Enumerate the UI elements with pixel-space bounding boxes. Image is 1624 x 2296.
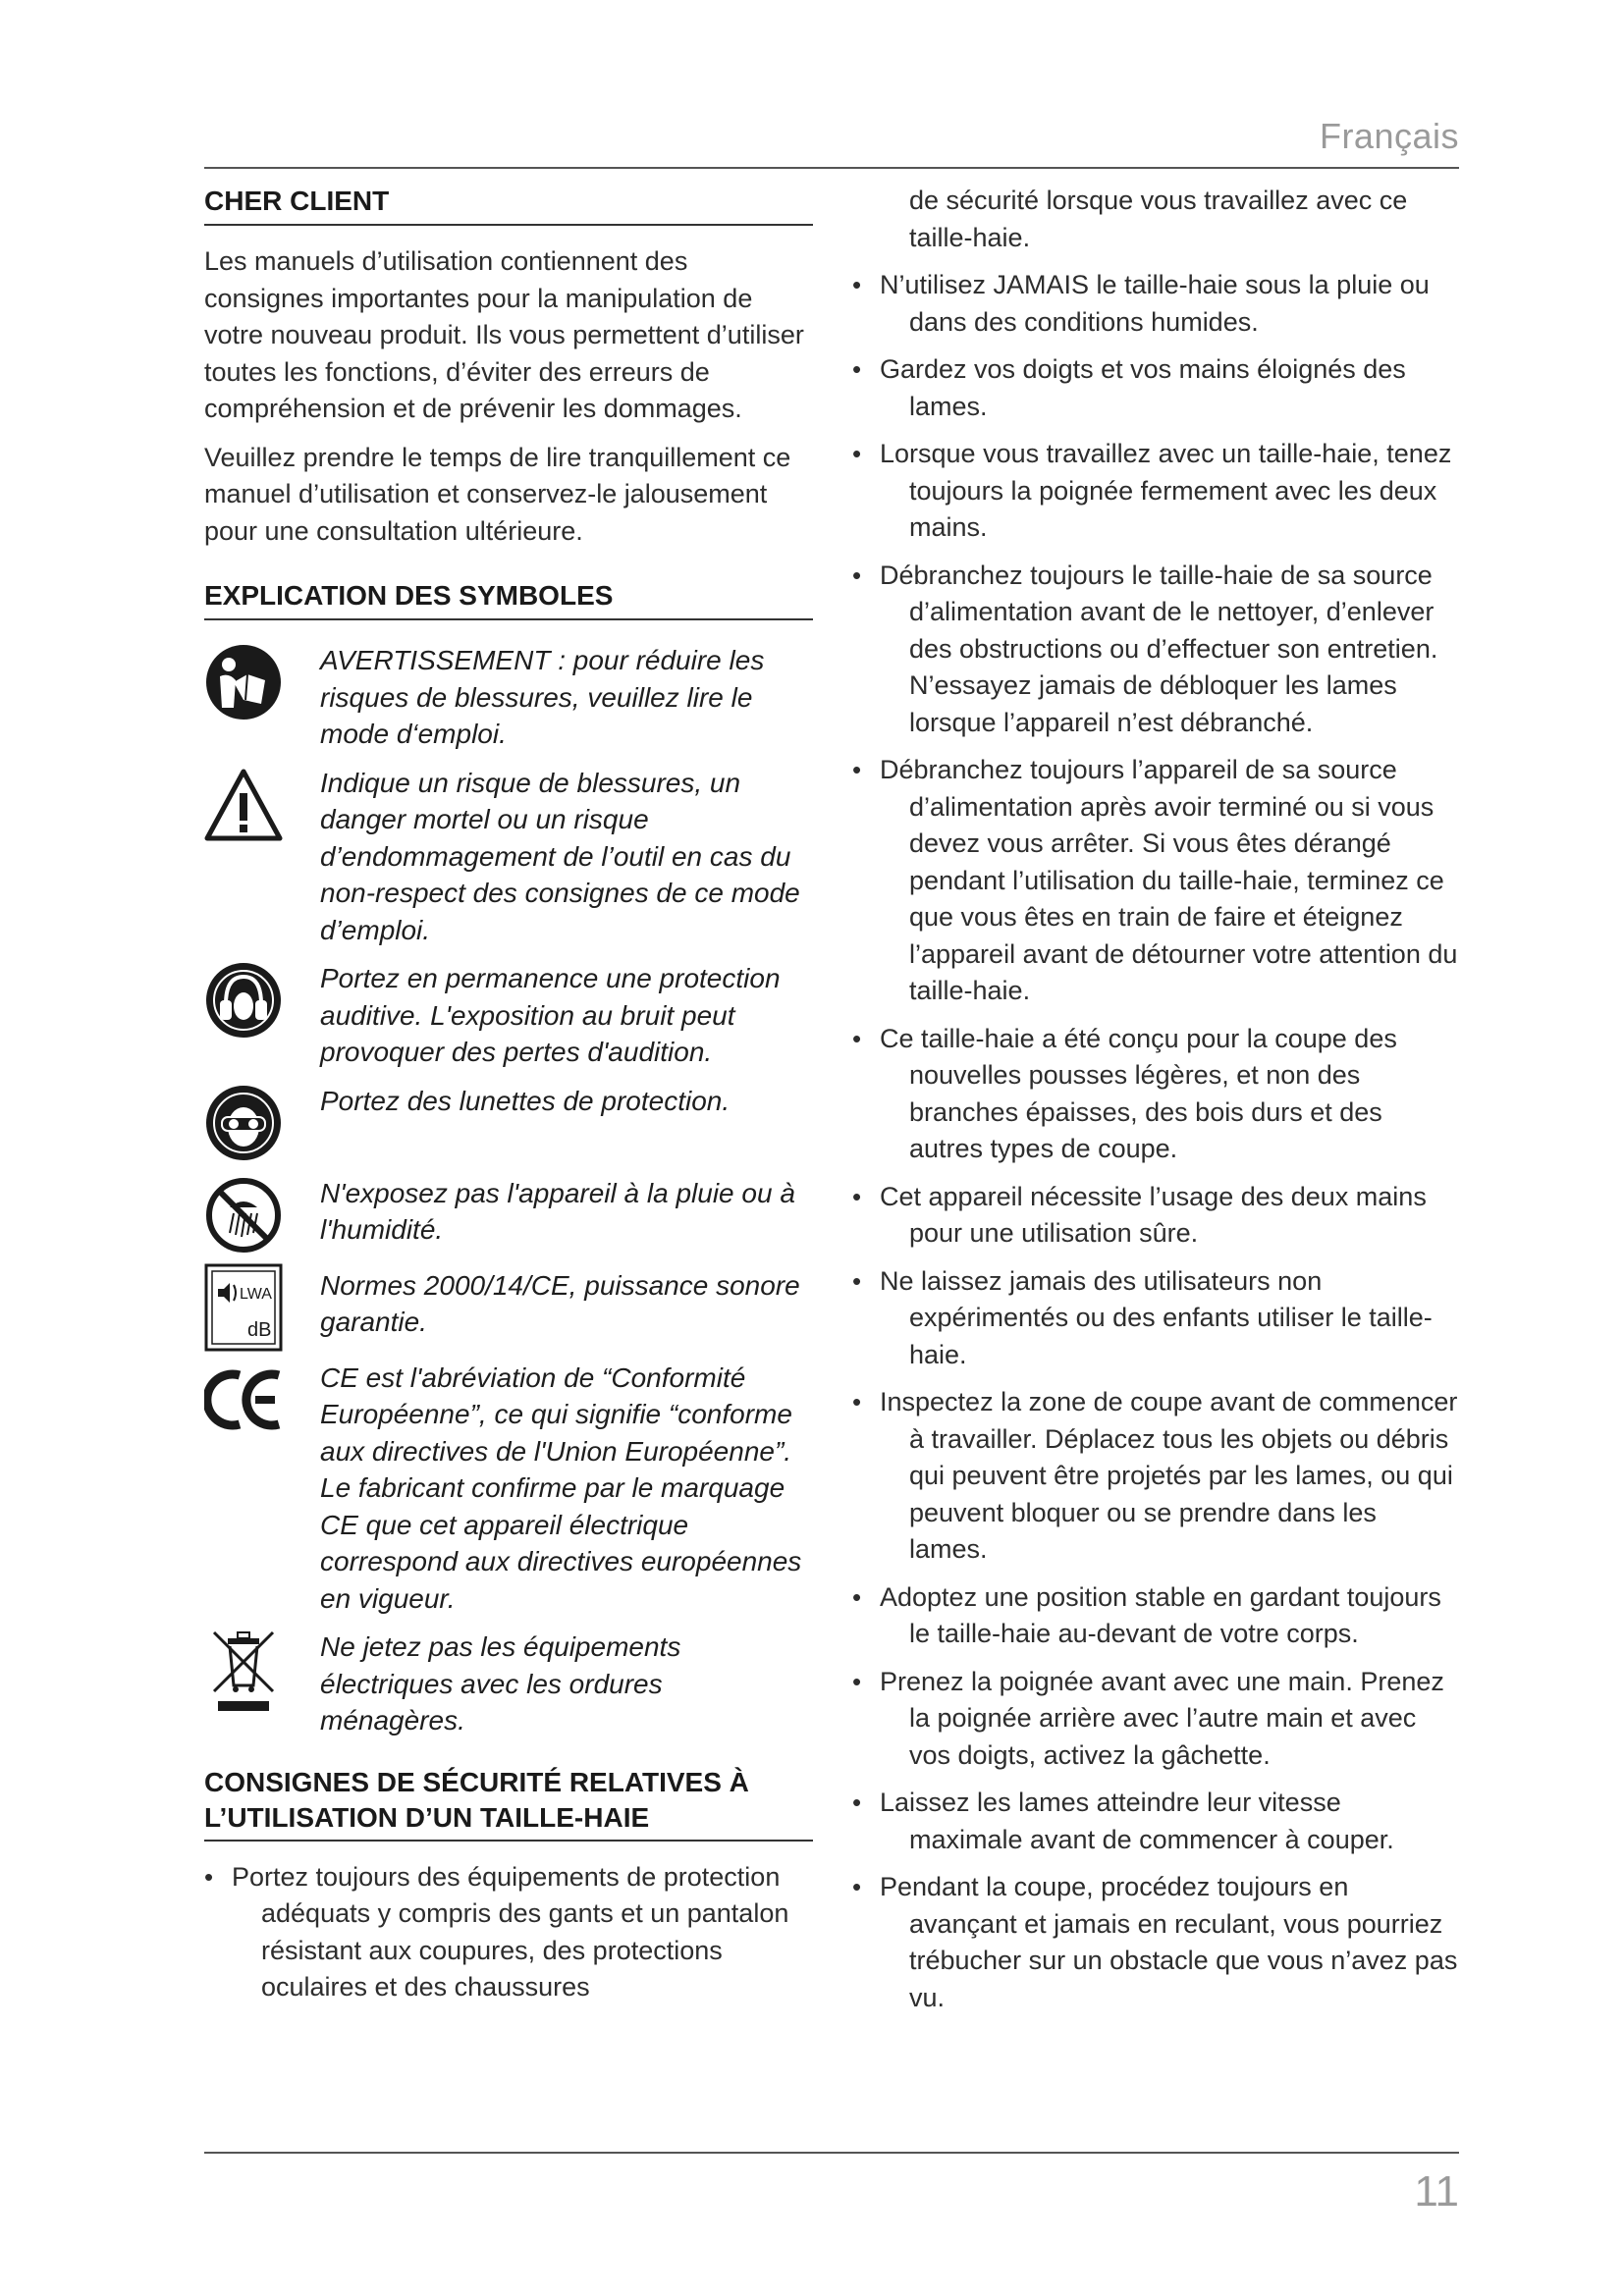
sound-power-icon-db: dB [247,1318,272,1341]
intro-paragraph-2: Veuillez prendre le temps de lire tranquillement ce manuel d’utilisation et conservez-le jalousement pour une consultation ultérieure. [204,442,791,546]
no-rain-icon [204,1175,285,1255]
list-item: • Inspectez la zone de coupe avant de commencer à travailler. Déplacez tous les objets ou débris qui peuvent être projetés par les lames, ou qui peuvent bloquer ou se prendre dans les lames. [852,1384,1459,1569]
symbol-text-read-manual: AVERTISSEMENT : pour réduire les risques de blessures, veuillez lire le mode d‘emploi. [320,645,765,749]
left-column [204,183,813,2017]
symbol-text-no-rain: N'exposez pas l'appareil à la pluie ou à l'humidité. [320,1177,795,1245]
list-item: • Débranchez toujours le taille-haie de sa source d’alimentation avant de le nettoyer, d’enlever des obstructions ou d’effectuer son entretien. N’essayez jamais de débloquer les lames lorsque l’appareil n’est débranché. [852,558,1459,742]
list-item: • Adoptez une position stable en gardant toujours le taille-haie au-devant de votre corps. [852,1579,1459,1653]
list-item-continuation: de sécurité lorsque vous travaillez avec ce taille-haie. [909,186,1408,252]
list-item: • Ce taille-haie a été conçu pour la coupe des nouvelles pousses légères, et non des branches épaisses, des bois durs et des autres types de coupe. [852,1021,1459,1168]
list-item: • Débranchez toujours l’appareil de sa source d’alimentation après avoir terminé ou si vous devez vous arrêter. Si vous êtes dérangé pendant l’utilisation du taille-haie, terminez ce que vous êtes en train de faire et éteignez l’appareil avant de détourner votre attention du taille-haie. [852,752,1459,1010]
symbol-text-warning: Indique un risque de blessures, un danger mortel ou un risque d’endommagement de l’outil en cas du non-respect des consignes de ce mode d’emploi. [320,767,800,945]
symbol-row-ear-protection [204,960,813,1071]
footer-rule [204,2152,1459,2154]
list-item: • Ne laissez jamais des utilisateurs non expérimentés ou des enfants utiliser le taille-haie. [852,1263,1459,1374]
intro-paragraph-1: Les manuels d’utilisation contiennent des consignes importantes pour la manipulation de votre nouveau produit. Ils vous permettent d’utiliser toutes les fonctions, d’éviter des erreurs de compréhension et de prévenir les dommages. [204,246,804,423]
symbol-row-read-manual [204,642,813,753]
list-item: • Laissez les lames atteindre leur vitesse maximale avant de commencer à couper. [852,1785,1459,1858]
sound-power-icon [204,1267,285,1348]
list-item: • N’utilisez JAMAIS le taille-haie sous la pluie ou dans des conditions humides. [852,267,1459,341]
section-heading-cher-client: CHER CLIENT [204,183,813,226]
ear-protection-icon [204,960,285,1041]
symbol-text-sound-power: Normes 2000/14/CE, puissance sonore garantie. [320,1269,800,1337]
list-item: • Gardez vos doigts et vos mains éloignés des lames. [852,351,1459,425]
read-manual-icon [204,642,285,722]
symbol-row-warning [204,765,813,949]
symbol-row-sound-power [204,1267,813,1348]
symbol-row-weee [204,1629,813,1739]
safety-list-left [204,1859,813,2006]
symbol-text-ear-protection: Portez en permanence une protection auditive. L'exposition au bruit peut provoquer des pertes d'audition. [320,963,781,1067]
header-rule [204,167,1459,169]
section-heading-symbols: EXPLICATION DES SYMBOLES [204,577,813,620]
weee-bin-icon [204,1629,285,1709]
symbol-row-no-rain [204,1175,813,1255]
symbol-text-ce-mark: CE est l'abréviation de “Conformité Européenne”, ce qui signifie “conforme aux directives de l'Union Européenne”. Le fabricant confirme par le marquage CE que cet appareil électrique correspond aux directives européennes en vigueur. [320,1362,802,1614]
page-number: 11 [1414,2167,1459,2216]
list-item: • Cet appareil nécessite l’usage des deux mains pour une utilisation sûre. [852,1179,1459,1253]
right-column [852,183,1459,2027]
eye-protection-icon [204,1083,285,1163]
sound-power-icon-lwa: LWA [240,1285,272,1303]
list-item: • Portez toujours des équipements de protection adéquats y compris des gants et un pantalon résistant aux coupures, des protections oculaires et des chaussures [204,1859,813,2006]
symbol-text-eye-protection: Portez des lunettes de protection. [320,1085,731,1116]
list-item: • Pendant la coupe, procédez toujours en avançant et jamais en reculant, vous pourriez trébucher sur un obstacle que vous n’avez pas vu. [852,1869,1459,2016]
symbol-text-weee: Ne jetez pas les équipements électriques avec les ordures ménagères. [320,1631,681,1735]
list-item: • Lorsque vous travaillez avec un taille-haie, tenez toujours la poignée fermement avec les deux mains. [852,436,1459,547]
safety-list-right [852,267,1459,2016]
language-label: Français [1319,116,1459,156]
warning-triangle-icon [204,765,285,845]
symbol-row-eye-protection [204,1083,813,1163]
symbol-row-ce-mark [204,1360,813,1618]
ce-mark-icon [204,1360,285,1440]
list-item: • Prenez la poignée avant avec une main. Prenez la poignée arrière avec l’autre main et avec vos doigts, activez la gâchette. [852,1664,1459,1775]
section-heading-safety: CONSIGNES DE SÉCURITÉ RELATIVES À L’UTILISATION D’UN TAILLE-HAIE [204,1765,813,1842]
